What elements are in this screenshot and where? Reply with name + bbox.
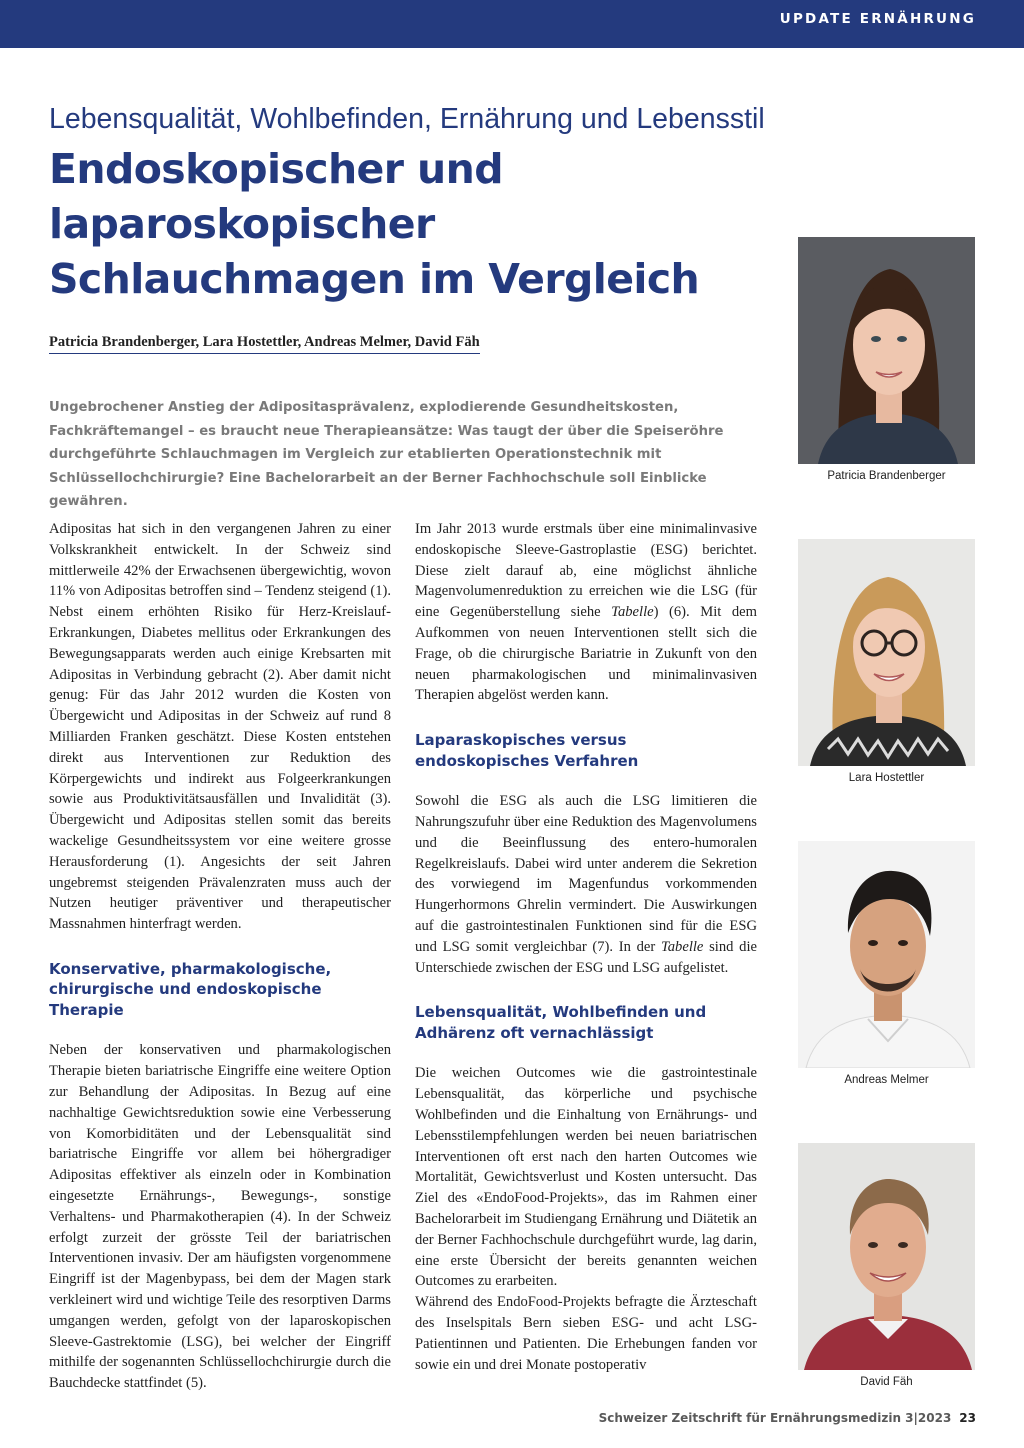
title-line-2: Schlauchmagen im Vergleich (49, 255, 700, 303)
journal-name: Schweizer Zeitschrift für Ernährungsmedizin 3|2023 (598, 1411, 952, 1425)
article-title (49, 142, 869, 307)
author-list: Patricia Brandenberger, Lara Hostettler, Andreas Melmer, David Fäh (49, 334, 480, 354)
section-heading: Lebensqualität, Wohlbefinden und Adhärenz oft vernachlässigt (415, 1003, 707, 1042)
section-heading: Laparaskopisches versus endoskopisches Verfahren (415, 731, 639, 770)
body-paragraph: Während des EndoFood-Projekts befragte die Ärzteschaft des Inselspitals Bern sieben ESG- und acht LSG-Patientinnen und Patienten. Die Erhebungen fanden vor sowie ein und drei Monate postoperativ (415, 1294, 757, 1373)
page-number: 23 (959, 1411, 976, 1425)
section-heading: Konservative, pharmakologische, chirurgische und endoskopische Therapie (49, 959, 332, 1019)
photo-caption: Andreas Melmer (844, 1074, 929, 1086)
page-footer (599, 1411, 976, 1425)
title-line-1: Endoskopischer und laparoskopischer (49, 145, 503, 248)
text-column-right (415, 519, 757, 1375)
photo-caption: Patricia Brandenberger (827, 470, 946, 482)
photo-caption: Lara Hostettler (848, 772, 925, 784)
text-column-left (49, 519, 391, 1394)
author-photo (798, 237, 975, 464)
author-photo (798, 1143, 975, 1370)
table-reference: Tabelle (660, 938, 704, 955)
body-paragraph (415, 791, 757, 978)
section-label: UPDATE ERNÄHRUNG (779, 11, 976, 27)
section-header-bar (0, 0, 1024, 48)
author-photo (798, 539, 975, 766)
table-reference: Tabelle (611, 604, 654, 621)
body-paragraph (415, 519, 757, 706)
article-lead: Ungebrochener Anstieg der Adipositasprävalenz, explodierende Gesundheitskosten, Fachkräftemangel – es braucht neue Therapieansätze: Was taugt der über die Speiseröhre durchgeführte Schlauchmagen im Vergleich zur etablierten Operationstechnik mit Schlüssellochchirurgie? Eine Bachelorarbeit an der Berner Fachhochschule soll Einblicke gewähren. (49, 400, 724, 509)
text-run: Sowohl die ESG als auch die LSG limitieren die Nahrungszufuhr über eine Reduktion des Magenvolumens und die Beeinflussung des entero-humoralen Regelkreislaufs. Dabei wird unter anderem die Sekretion des vorwiegend im Magenfundus vorkommenden Hungerhormons Ghrelin vermindert. Die Auswirkungen auf die gastrointestinalen Funktionen sind für die ESG und LSG somit vergleichbar (7). In der (415, 793, 757, 955)
text-run: ) (6). Mit dem Aufkommen von neuen Interventionen stellt sich die Frage, ob die chirurgische Bariatrie in Zukunft von den neuen pharmakologischen und minimalinvasiven Therapien abgelöst werden kann. (415, 604, 757, 704)
article-kicker: Lebensqualität, Wohlbefinden, Ernährung und Lebensstil (49, 103, 765, 135)
text-run: sind die Unterschiede zwischen der ESG und LSG aufgelistet. (415, 938, 757, 976)
author-photo (798, 841, 975, 1068)
text-run: Im Jahr 2013 wurde erstmals über eine minimalinvasive endoskopische Sleeve-Gastroplastie (ESG) berichtet. Diese zielt darauf ab, eine möglichst ähnliche Magenvolumenreduktion zu erreichen wie die LSG (für eine Gegenüberstellung siehe (415, 521, 757, 621)
body-paragraph: Adipositas hat sich in den vergangenen Jahren zu einer Volkskrankheit entwickelt. In der Schweiz sind mittlerweile 42% der Erwachsenen übergewichtig, wovon 11% von Adipositas betroffen sind – Tendenz steigend (1). Nebst einem erhöhten Risiko für Herz-Kreislauf-Erkrankungen, Diabetes mellitus oder Erkrankungen des Bewegungsapparats werden auch einige Krebsarten mit Adipositas in Verbindung gebracht (2). Aber damit nicht genug: Für das Jahr 2012 wurden die Kosten von Übergewicht und Adipositas in der Schweiz auf rund 8 Milliarden Franken geschätzt. Diese Kosten entstehen direkt aus Interventionen zur Reduktion des Körpergewichts und indirekt aus Folgeerkrankungen sowie aus Produktivitätsausfällen und Invalidität (3). Übergewicht und Adipositas stellen somit das bereits wackelige Gesundheitssystem vor eine weitere grosse Herausforderung (1). Angesichts der seit Jahren ungebremst steigenden Prävalenzraten muss auch der Nutzen heutiger präventiver und therapeutischer Massnahmen hinterfragt werden. (49, 521, 392, 933)
photo-caption: David Fäh (860, 1376, 913, 1388)
body-paragraph: Neben der konservativen und pharmakologischen Therapie bieten bariatrische Eingriffe eine weitere Option zur Behandlung der Adipositas. In Bezug auf eine nachhaltige Gewichtsreduktion sowie eine Verbesserung von Komorbiditäten und der Lebensqualität sind bariatrische Eingriffe vor allem bei höhergradiger Adipositas effektiver als einzeln oder in Kombination eingesetzte Ernährungs-, Bewegungs-, sonstige Verhaltens- und Pharmakotherapien (4). In der Schweiz erfolgt zurzeit der grösste Teil der bariatrischen Interventionen invasiv. Der am häufigsten vorgenommene Eingriff ist der Magenbypass, bei dem der Magen stark verkleinert wird und wichtige Teile des resorptiven Darms umgangen werden, gefolgt von der laparoskopischen Sleeve-Gastrektomie (LSG), bei welcher der Eingriff mithilfe der sogenannten Schlüssellochchirurgie durch die Bauchdecke stattfindet (5). (49, 1042, 391, 1392)
body-paragraph: Die weichen Outcomes wie die gastrointestinale Lebensqualität, das körperliche und psychische Wohlbefinden und die Einhaltung von Ernährungs- und Lebensstilempfehlungen werden bei neuen bariatrischen Interventionen oft erst nach den harten Outcomes wie Mortalität, Gewichtsverlust und Kosten untersucht. Das Ziel des «EndoFood-Projekts», das im Rahmen einer Bachelorarbeit im Studiengang Ernährung und Diätetik an der Berner Fachhochschule durchgeführt wurde, lag darin, eine erste Übersicht der bereits genannten weichen Outcomes zu erarbeiten. (415, 1065, 757, 1290)
